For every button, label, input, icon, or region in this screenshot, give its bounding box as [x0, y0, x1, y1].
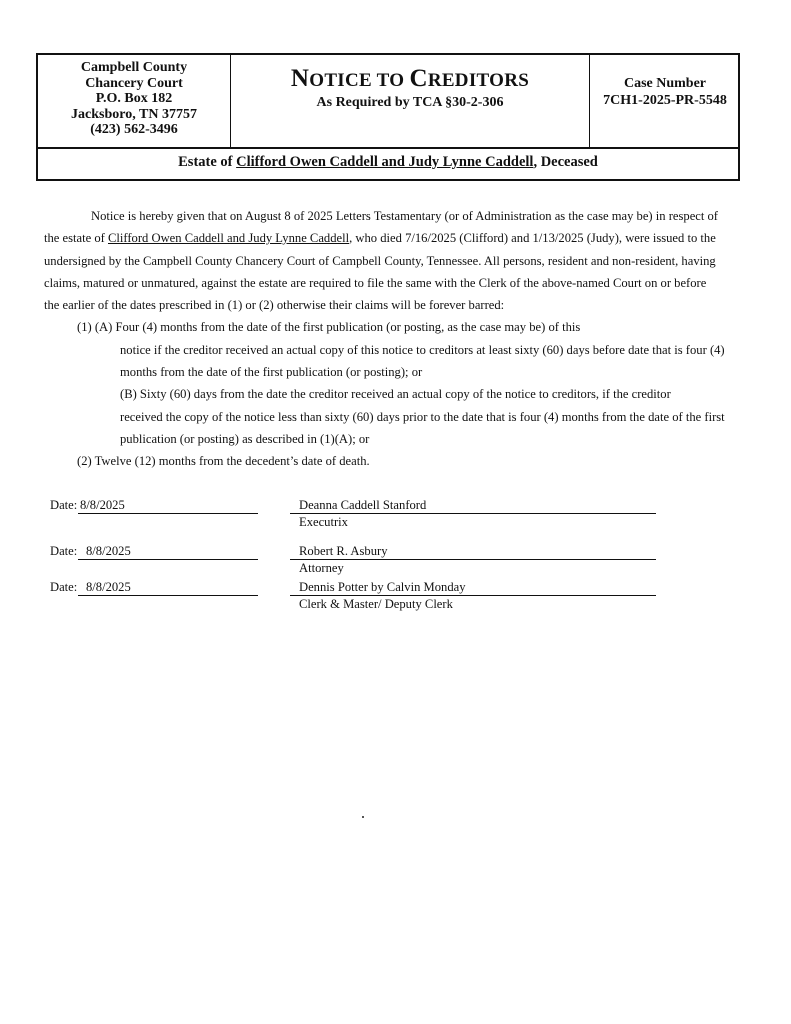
paragraph-line: undersigned by the Campbell County Chancery Court of Campbell County, Tennessee. All persons, resident and non-resident, having: [44, 253, 716, 268]
title-block: [231, 55, 589, 147]
case-label: Case Number: [623, 76, 707, 91]
signature-row: [50, 498, 670, 538]
signer-role: Clerk & Master/ Deputy Clerk: [299, 597, 453, 611]
signature-line: [290, 559, 656, 560]
stray-mark: [362, 816, 364, 818]
court-name: Chancery Court: [85, 75, 183, 91]
list-item: months from the date of the first publication (or posting); or: [120, 365, 423, 380]
list-item: (2) Twelve (12) months from the decedent’s date of death.: [77, 454, 370, 469]
signer-name: Deanna Caddell Stanford: [299, 498, 427, 512]
statute-subtitle: As Required by TCA §30-2-306: [316, 95, 504, 110]
list-item: received the copy of the notice less than sixty (60) days prior to the date that is four (4) months from the date of the first: [120, 409, 725, 424]
signer-role: Executrix: [299, 515, 348, 529]
estate-names: Clifford Owen Caddell and Judy Lynne Caddell: [236, 154, 534, 170]
date-label: Date:: [50, 544, 78, 558]
header-box: [36, 53, 740, 181]
list-item: (1) (A) Four (4) months from the date of the first publication (or posting, as the case may be) of this: [77, 320, 581, 335]
header-divider: [38, 147, 738, 149]
notice-body: [44, 205, 744, 473]
date-value: 8/8/2025: [80, 498, 125, 512]
case-number-block: [589, 55, 740, 147]
date-value: 8/8/2025: [86, 580, 131, 594]
signer-name: Robert R. Asbury: [299, 544, 388, 558]
date-label: Date:: [50, 498, 78, 512]
paragraph-line: claims, matured or unmatured, against the estate are required to file the same with the Clerk of the above-named Court on or before: [44, 275, 707, 290]
list-item: (B) Sixty (60) days from the date the creditor received an actual copy of the notice to creditors, if the creditor: [120, 387, 671, 402]
court-po-box: P.O. Box 182: [95, 91, 173, 107]
court-address: [38, 55, 231, 147]
court-county: Campbell County: [80, 60, 188, 75]
paragraph-line: Notice is hereby given that on August 8 of 2025 Letters Testamentary (or of Administration as the case may be) in respect of: [91, 209, 719, 223]
signature-line: [290, 513, 656, 514]
page-title: NOTICE TO CREDITORS: [290, 65, 530, 92]
date-line: [78, 513, 258, 514]
paragraph-line: the earlier of the dates prescribed in (1) or (2) otherwise their claims will be forever barred:: [44, 298, 505, 313]
court-phone: (423) 562-3496: [90, 122, 178, 138]
date-line: [78, 559, 258, 560]
case-number: 7CH1-2025-PR-5548: [603, 93, 727, 108]
signer-name: Dennis Potter by Calvin Monday: [299, 580, 466, 594]
estate-heading: Estate of Clifford Owen Caddell and Judy Lynne Caddell, Deceased: [178, 154, 598, 170]
date-value: 8/8/2025: [86, 544, 131, 558]
date-line: [78, 595, 258, 596]
signature-row: [50, 580, 670, 620]
date-label: Date:: [50, 580, 78, 594]
signature-row: [50, 544, 670, 584]
court-city: Jacksboro, TN 37757: [71, 106, 197, 122]
list-item: publication (or posting) as described in (1)(A); or: [120, 431, 370, 446]
list-item: notice if the creditor received an actual copy of this notice to creditors at least sixty (60) days before date that is four (4): [120, 342, 725, 357]
paragraph-line: the estate of Clifford Owen Caddell and Judy Lynne Caddell, who died 7/16/2025 (Clifford) and 1/13/2025 (Judy), were issued to the: [44, 231, 716, 246]
signature-line: [290, 595, 656, 596]
signer-role: Attorney: [299, 561, 344, 575]
